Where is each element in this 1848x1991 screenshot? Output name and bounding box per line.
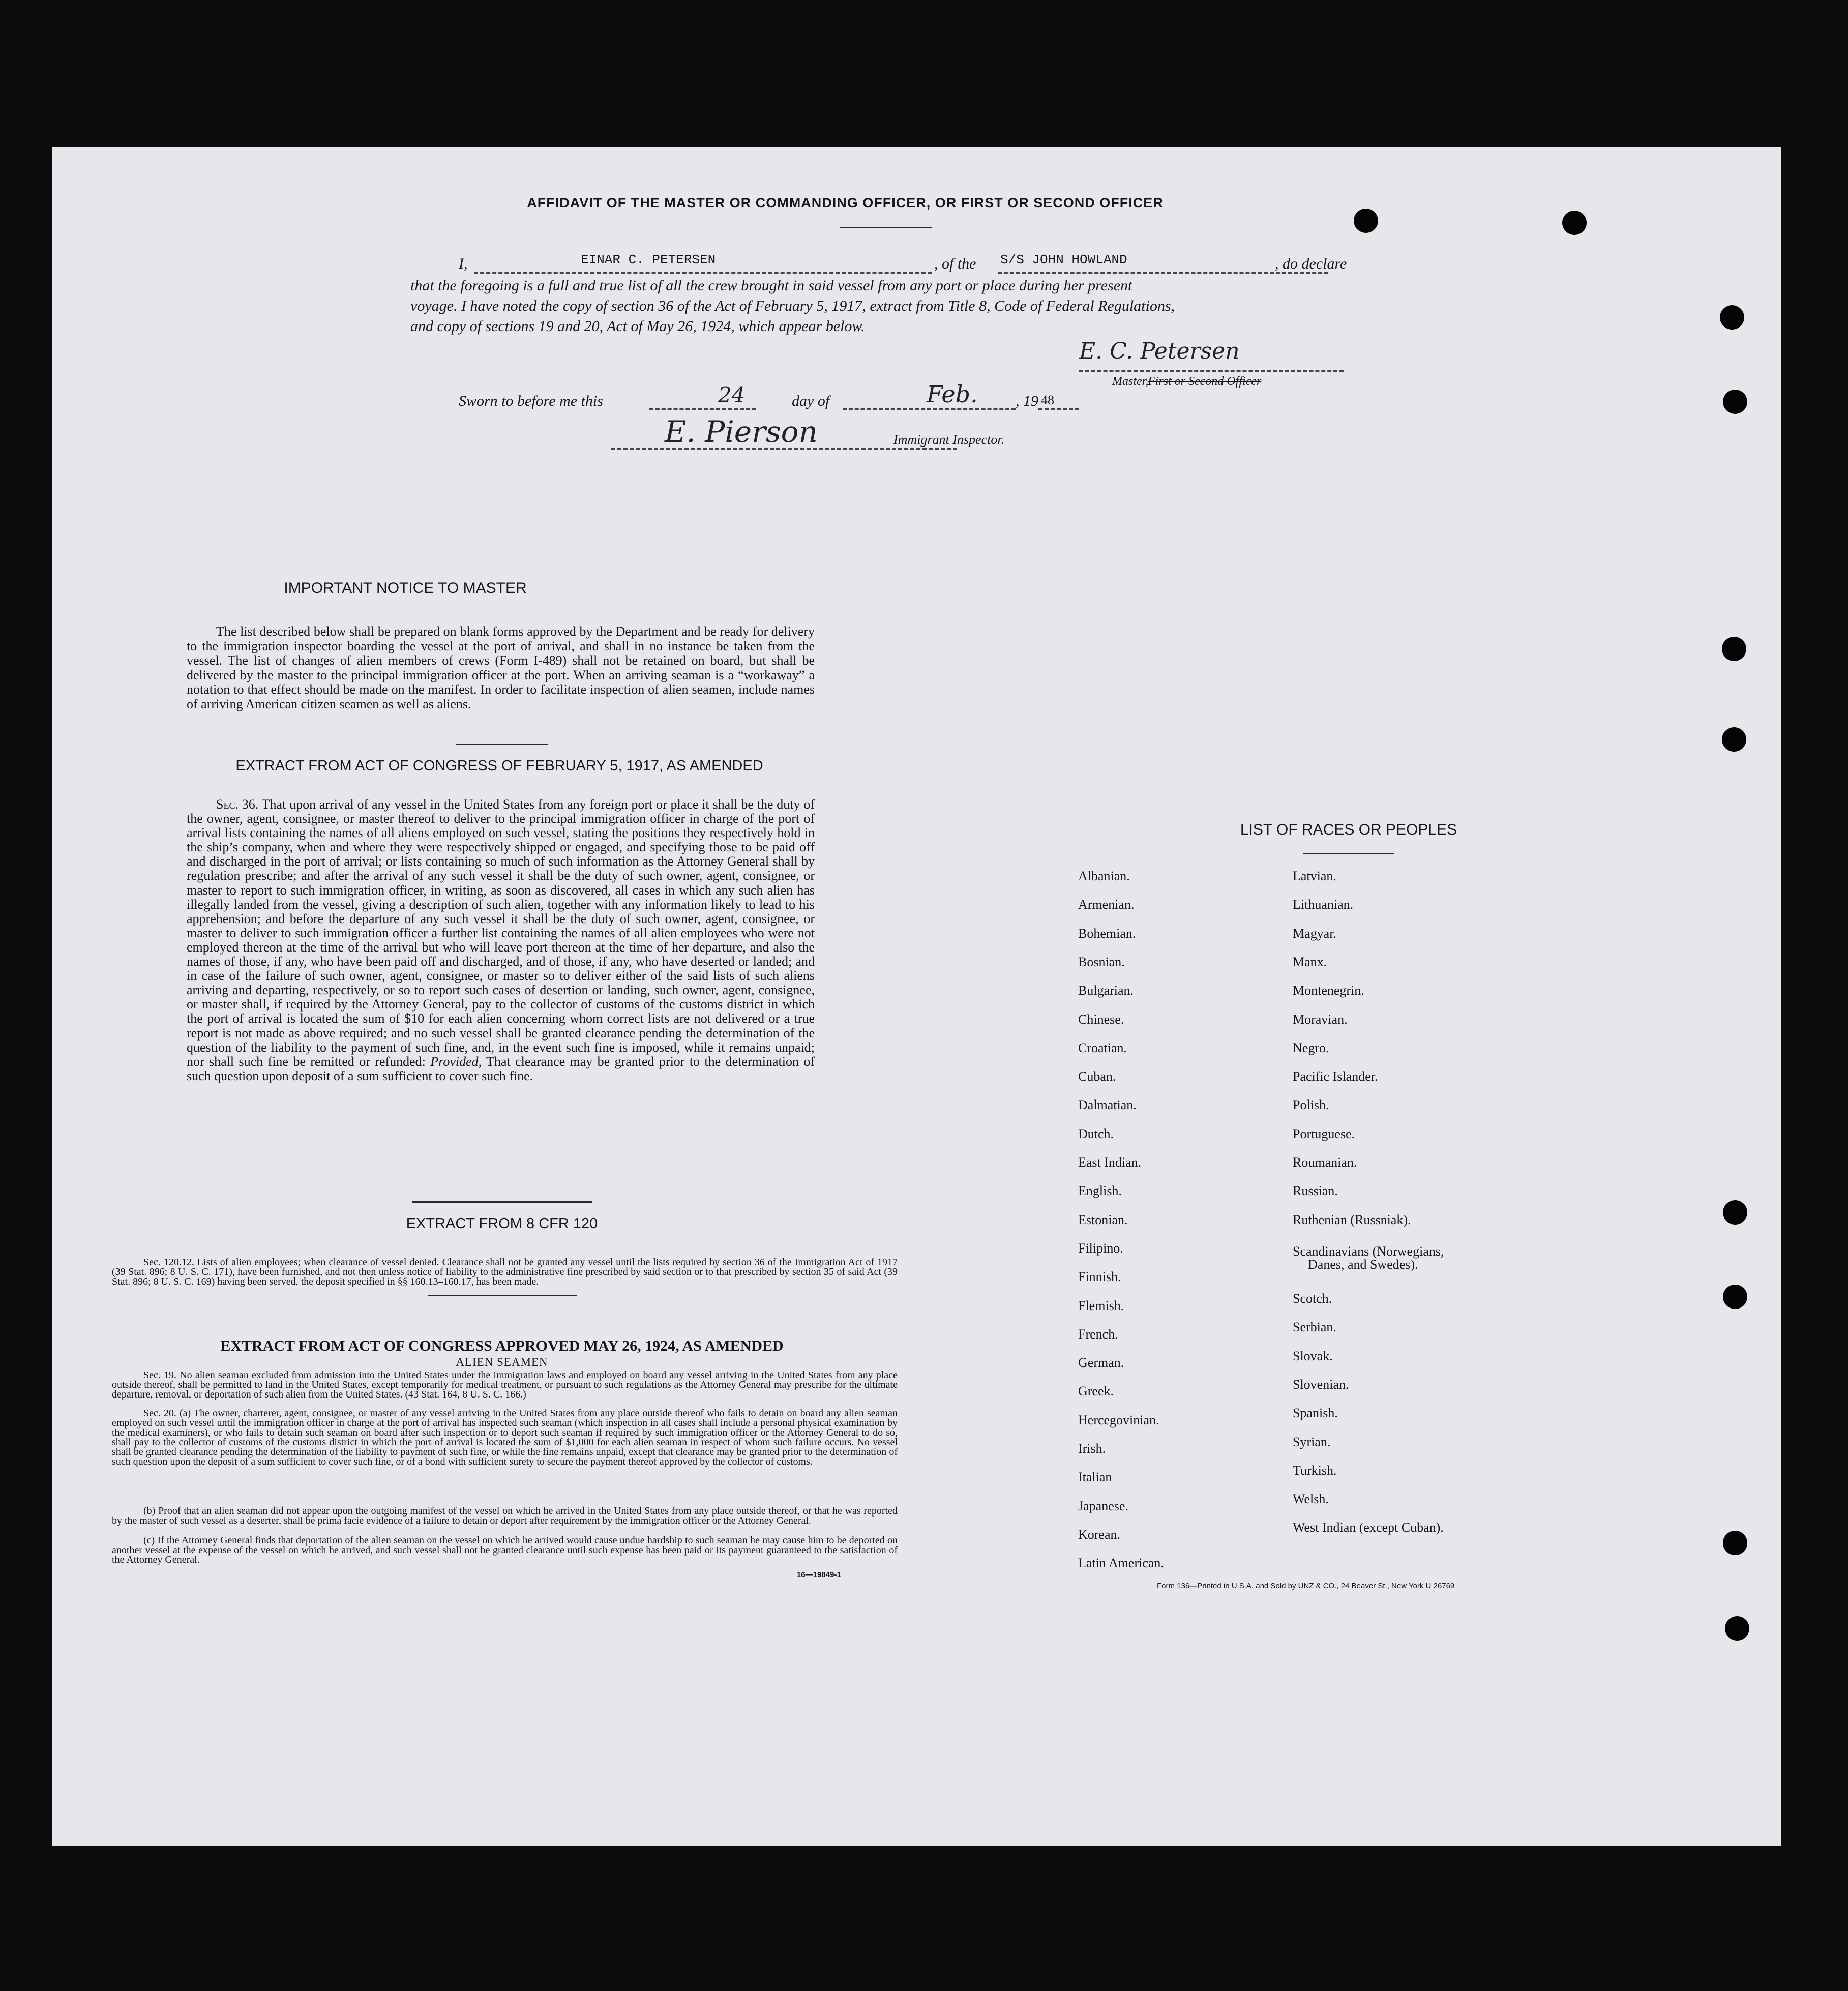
race-left-item: Dutch. — [1078, 1126, 1114, 1141]
race-left-item: Irish. — [1078, 1441, 1106, 1456]
race-right-item: Danes, and Swedes). — [1308, 1257, 1418, 1272]
sec-36-text: That upon arrival of any vessel in the United States from any foreign port or place it shall be the duty of the owner, agent, consignee, or master thereof to deliver to the principal immigration officer in charge of the port of arrival lists containing the names of all aliens employed on such vessel, stating the positions they respectively hold in the ship’s company, when and where they were respectively shipped or engaged, and specifying those to be paid off and discharged in the port of arrival; or lists containing so much of such information as the Attorney General shall by regulation prescribe; and after the arrival of any such vessel it shall be the duty of such owner, agent, consignee, or master to report to such immigration officer, in writing, as soon as discovered, all cases in which any such alien has illegally landed from the vessel, giving a description of such alien, together with any information likely to lead to his apprehension; and before the departure of any such vessel it shall be the duty of such owner, agent, consignee, or master to deliver to such immigration officer a further list containing the names of all alien employees who were not employed thereon at the time of the arrival but who will leave port thereon at the time of her departure, and also the names of those, if any, who have been paid off and discharged, and of those, if any, who have deserted or landed; and in case of the failure of such owner, agent, consignee, or master so to deliver either of the said lists of such aliens arriving and departing, respectively, or so to report such cases of desertion or landing, such owner, agent, consignee, or master shall, if required by the Attorney General, pay to the collector of customs of the customs district in which the port of arrival is located the sum of $10 for each alien concerning whom correct lists are not delivered or a true report is not made as above required; and no such vessel shall be granted clearance pending the determination of the question of the liability to the payment of such fine, and, in the event such fine is imposed, while it remains unpaid; nor shall such fine be remitted or refunded: — [187, 797, 815, 1069]
sec-20a-text: Sec. 20. (a) The owner, charterer, agent, consignee, or master of any vessel arriving in the United States from any place outside thereof who fails to detain on board any alien seaman employed on such vessel until the immigration officer in charge at the port of arrival has inspected such seaman (which inspection in all cases shall include a personal physical examination by the medical examiners), or who fails to detain such seaman on board after such inspection or to deport such seaman if required by such immigration officer or the Attorney General to do so, shall pay to the collector of customs of the customs district in which the port of arrival is located the sum of $1,000 for each alien seaman in respect of whom such failure occurs. No vessel shall be granted clearance pending the determination of the liability to payment of such fine, or while the fine remains unpaid, except that clearance may be granted prior to the determination of such question upon the deposit of a sum sufficient to cover such fine, or of a bond with sufficient surety to secure the payment thereof approved by the collector of customs. — [112, 1408, 898, 1467]
affidavit-title: AFFIDAVIT OF THE MASTER OR COMMANDING OFFICER, OR FIRST OR SECOND OFFICER — [527, 195, 1164, 211]
notice-body: The list described below shall be prepared on blank forms approved by the Department and be ready for delivery to the immigration inspector boarding the vessel at the port of arrival, and shall in no instance be taken from the vessel. The list of changes of alien members of crews (Form I-489) shall not be retained on board, but shall be delivered by the master to the principal immigration officer at the port. When an arriving seaman is a “workaway” a notation to that effect should be made on the manifest. In order to facilitate inspection of alien seamen, include names of arriving American citizen seamen as well as aliens. — [187, 624, 815, 711]
punch-hole — [1723, 390, 1747, 414]
declaration-line-2: that the foregoing is a full and true list of all the crew brought in said vessel from any port or place during her present — [410, 277, 1132, 294]
cfr-rule — [428, 1295, 577, 1296]
extract-1917-title: EXTRACT FROM ACT OF CONGRESS OF FEBRUARY 5, 1917, AS AMENDED — [235, 758, 763, 774]
declaration-line-3: voyage. I have noted the copy of section 36 of the Act of February 5, 1917, extract from Title 8, Code of Federal Regulations, — [410, 298, 1175, 314]
race-right-item: Ruthenian (Russniak). — [1293, 1212, 1411, 1227]
master-signature: E. C. Petersen — [1079, 338, 1240, 364]
sec-36-end: That clearance may be granted prior to the determination of such question upon deposit of a sum sufficient to cover such fine. — [187, 1054, 815, 1083]
race-right-item: Scotch. — [1293, 1291, 1332, 1306]
race-left-item: Chinese. — [1078, 1012, 1124, 1027]
day-value: 24 — [718, 382, 746, 407]
vessel-value: S/S JOHN HOWLAND — [1000, 252, 1127, 268]
race-right-item: Moravian. — [1293, 1012, 1348, 1027]
notice-rule — [456, 744, 548, 745]
master-label: Master, — [1112, 375, 1149, 388]
struck-officer-label: First or Second Officer — [1148, 375, 1262, 388]
sworn-label: Sworn to before me this — [459, 393, 603, 409]
race-right-item: Serbian. — [1293, 1320, 1336, 1335]
sec-20c-text: (c) If the Attorney General finds that deportation of the alien seaman on the vessel on which he arrived would cause undue hardship to such seaman he may cause him to be deported on another vessel at the expense of the vessel on which he arrived, and such vessel shall not be granted clearance until such expense has been paid or its payment guaranteed to the satisfaction of the Attorney General. — [112, 1535, 898, 1565]
of-the-label: , of the — [934, 255, 976, 272]
race-right-item: Portuguese. — [1293, 1126, 1355, 1141]
race-left-item: French. — [1078, 1326, 1118, 1342]
race-left-item: Bosnian. — [1078, 954, 1125, 969]
race-left-item: Latin American. — [1078, 1556, 1164, 1571]
race-left-item: Dalmatian. — [1078, 1097, 1137, 1113]
race-left-item: East Indian. — [1078, 1155, 1142, 1170]
race-right-item: Latvian. — [1293, 869, 1336, 883]
race-right-item: Negro. — [1293, 1040, 1329, 1055]
punch-hole — [1722, 727, 1746, 752]
race-left-item: Finnish. — [1078, 1269, 1121, 1285]
day-line — [649, 408, 756, 410]
race-left-item: Flemish. — [1078, 1298, 1124, 1313]
race-left-item: Italian — [1078, 1470, 1112, 1485]
race-left-item: Japanese. — [1078, 1498, 1128, 1513]
race-right-item: Roumanian. — [1293, 1155, 1357, 1170]
race-right-item: Scandinavians (Norwegians, — [1293, 1244, 1444, 1259]
month-line — [843, 408, 1016, 410]
race-right-item: Welsh. — [1293, 1492, 1329, 1507]
cfr-title: EXTRACT FROM 8 CFR 120 — [406, 1215, 598, 1232]
year-value: 48 — [1041, 393, 1054, 407]
title-rule — [840, 227, 932, 228]
manifest-page — [52, 147, 1781, 1846]
race-right-item: Montenegrin. — [1293, 983, 1364, 998]
notice-title: IMPORTANT NOTICE TO MASTER — [284, 580, 527, 597]
race-left-item: Estonian. — [1078, 1212, 1128, 1227]
race-left-item: English. — [1078, 1183, 1122, 1199]
race-left-item: Albanian. — [1078, 869, 1130, 883]
do-declare-label: , do declare — [1275, 255, 1347, 272]
punch-hole — [1722, 637, 1746, 661]
race-left-item: Armenian. — [1078, 897, 1135, 912]
race-right-item: Spanish. — [1293, 1406, 1338, 1421]
race-right-item: Manx. — [1293, 954, 1327, 969]
inspector-signature: E. Pierson — [665, 414, 818, 449]
punch-hole — [1720, 305, 1744, 330]
race-right-item: Russian. — [1293, 1183, 1338, 1199]
punch-hole — [1723, 1531, 1747, 1555]
race-left-item: Korean. — [1078, 1527, 1121, 1542]
race-left-item: Filipino. — [1078, 1240, 1123, 1256]
races-title: LIST OF RACES OR PEOPLES — [1240, 821, 1457, 838]
race-right-item: Pacific Islander. — [1293, 1069, 1378, 1084]
race-left-item: German. — [1078, 1355, 1124, 1371]
master-name-value: EINAR C. PETERSEN — [581, 252, 716, 268]
year-label: , 19 — [1016, 393, 1038, 409]
month-value: Feb. — [927, 380, 978, 408]
inspector-label: Immigrant Inspector. — [893, 432, 1005, 447]
race-right-item: Magyar. — [1293, 926, 1336, 941]
sec-36-label: Sec. 36. — [216, 797, 259, 812]
race-left-item: Bulgarian. — [1078, 983, 1134, 998]
punch-hole — [1723, 1200, 1747, 1225]
master-signature-line — [1079, 370, 1344, 372]
punch-hole — [1354, 209, 1378, 233]
race-left-item: Hercegovinian. — [1078, 1412, 1159, 1428]
punch-hole — [1562, 211, 1587, 235]
race-right-item: Polish. — [1293, 1097, 1329, 1113]
race-right-item: West Indian (except Cuban). — [1293, 1520, 1444, 1535]
provided-word: Provided, — [430, 1054, 482, 1069]
race-right-item: Slovenian. — [1293, 1377, 1349, 1392]
master-name-line — [474, 272, 932, 274]
extract-1917-body — [187, 797, 815, 1083]
sec-20b-text: (b) Proof that an alien seaman did not appear upon the outgoing manifest of the vessel on which he arrived in the United States from any place outside thereof, or that he was reported by the master of such vessel as a deserter, shall be prima facie evidence of a failure to detain or deport after requirement by the immigration officer or the Attorney General. — [112, 1505, 898, 1526]
i-label: I, — [459, 255, 468, 272]
extract-1924-subtitle: ALIEN SEAMEN — [456, 1356, 548, 1369]
race-right-item: Syrian. — [1293, 1434, 1331, 1449]
race-left-item: Cuban. — [1078, 1069, 1116, 1084]
printer-note: Form 136—Printed in U.S.A. and Sold by UNZ & CO., 24 Beaver St., New York U 26769 — [1157, 1582, 1455, 1590]
form-code: 16—19849-1 — [797, 1570, 841, 1579]
punch-hole — [1725, 1616, 1749, 1641]
races-rule — [1303, 853, 1394, 854]
race-right-item: Slovak. — [1293, 1348, 1333, 1363]
race-right-item: Lithuanian. — [1293, 897, 1354, 912]
cfr-body: Sec. 120.12. Lists of alien employees; when clearance of vessel denied. Clearance shall not be granted any vessel until the lists required by section 36 of the Immigration Act of 1917 (39 Stat. 896; 8 U. S. C. 171), have been furnished, and not then unless notice of liability to the administrative fine prescribed by said section or to that prescribed by section 35 of said Act (39 Stat. 896; 8 U. S. C. 169) having been served, the deposit specified in §§ 160.13–160.17, has been made. — [112, 1257, 898, 1287]
extract-1917-rule — [412, 1201, 592, 1203]
sec-19-text: Sec. 19. No alien seaman excluded from admission into the United States under the immigration laws and employed on board any vessel arriving in the United States from any place outside thereof, shall be permitted to land in the United States, except temporarily for medical treatment, or pursuant to such regulations as the Attorney General may prescribe for the ultimate departure, removal, or deportation of such alien from the United States. (43 Stat. 164, 8 U. S. C. 166.) — [112, 1370, 898, 1400]
race-left-item: Bohemian. — [1078, 926, 1136, 941]
extract-1924-title: EXTRACT FROM ACT OF CONGRESS APPROVED MAY 26, 1924, AS AMENDED — [220, 1338, 784, 1354]
race-right-item: Turkish. — [1293, 1463, 1337, 1478]
race-left-item: Croatian. — [1078, 1040, 1127, 1055]
declaration-line-4: and copy of sections 19 and 20, Act of May 26, 1924, which appear below. — [410, 318, 865, 335]
punch-hole — [1723, 1285, 1747, 1309]
day-of-label: day of — [792, 393, 830, 409]
race-left-item: Greek. — [1078, 1384, 1114, 1399]
year-line — [1038, 408, 1079, 410]
